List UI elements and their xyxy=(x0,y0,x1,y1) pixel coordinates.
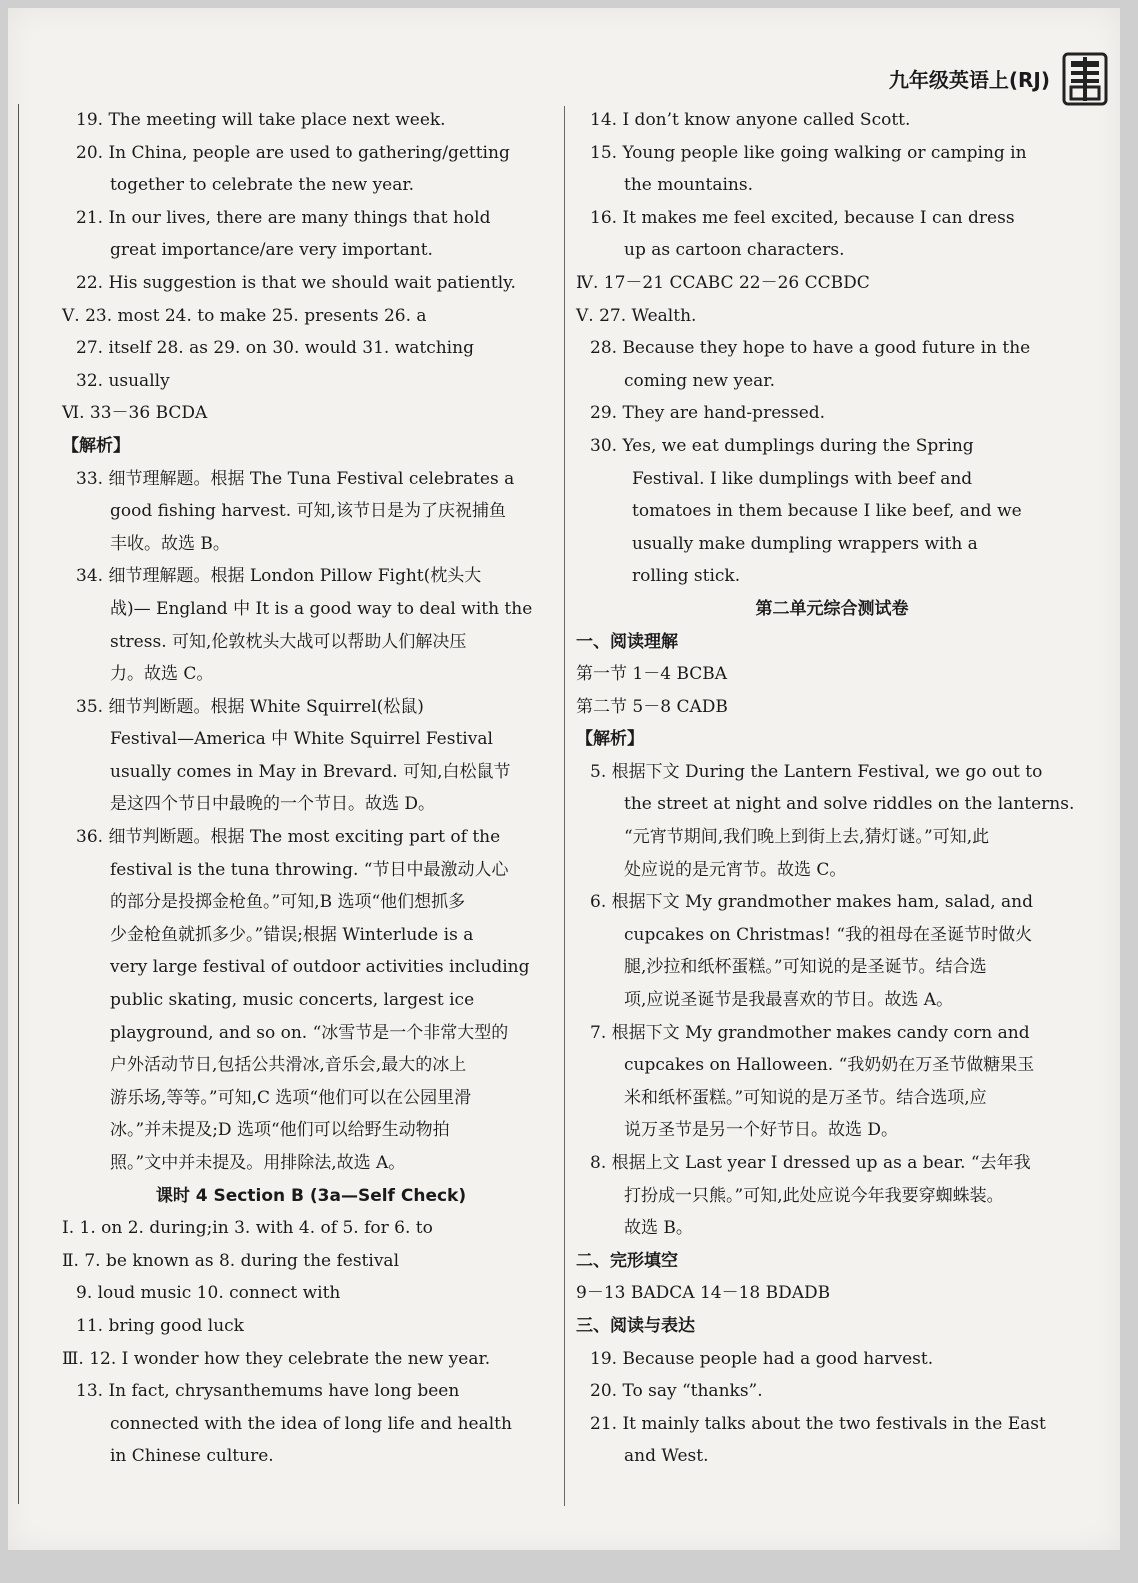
analysis-line: 故选 B。 xyxy=(624,1218,693,1239)
section-line: Ⅰ. 1. on 2. during;in 3. with 4. of 5. for 6. to xyxy=(62,1218,433,1239)
answer-line: the mountains. xyxy=(624,175,753,196)
section-line: 第一节 1－4 BCBA xyxy=(576,664,728,685)
analysis-line: 战)— England 中 It is a good way to deal with the xyxy=(110,598,533,619)
answer-line: 32. usually xyxy=(76,370,170,391)
analysis-line: 8. 根据上文 Last year I dressed up as a bear. “去年我 xyxy=(590,1153,1031,1173)
analysis-line: 少金枪鱼就抓多少。”错误;根据 Winterlude is a xyxy=(110,924,474,945)
analysis-line: 打扮成一只熊。”可知,此处应说今年我要穿蜘蛛装。 xyxy=(624,1185,1004,1206)
answer-line: 28. Because they hope to have a good future in the xyxy=(590,338,1031,359)
analysis-line: 说万圣节是另一个好节日。故选 D。 xyxy=(624,1120,899,1141)
analysis-line: “元宵节期间,我们晚上到街上去,猜灯谜。”可知,此 xyxy=(624,827,990,848)
analysis-line: 游乐场,等等。”可知,C 选项“他们可以在公园里滑 xyxy=(110,1087,472,1108)
analysis-line: 6. 根据下文 My grandmother makes ham, salad, and xyxy=(590,892,1033,913)
page-header: 九年级英语上(RJ) xyxy=(888,68,1050,92)
analysis-line: 34. 细节理解题。根据 London Pillow Fight(枕头大 xyxy=(76,566,482,587)
answer-line: 13. In fact, chrysanthemums have long been xyxy=(76,1381,460,1402)
section-line: Ⅲ. 12. I wonder how they celebrate the new year. xyxy=(62,1348,491,1369)
analysis-line: 冰。”并未提及;D 选项“他们可以给野生动物拍 xyxy=(110,1120,450,1141)
answer-line: 22. His suggestion is that we should wait patiently. xyxy=(76,272,516,293)
answer-line: 20. In China, people are used to gathering/getting xyxy=(76,142,510,163)
right-column xyxy=(576,104,1075,1473)
answer-line: usually make dumpling wrappers with a xyxy=(632,533,978,554)
analysis-line: cupcakes on Halloween. “我奶奶在万圣节做糖果玉 xyxy=(624,1055,1035,1076)
analysis-line: 处应说的是元宵节。故选 C。 xyxy=(624,859,847,880)
answer-line: rolling stick. xyxy=(632,566,741,587)
answer-line: 19. The meeting will take place next week. xyxy=(76,110,446,130)
answer-line: 16. It makes me feel excited, because I can dress xyxy=(590,207,1015,228)
answer-line: 30. Yes, we eat dumplings during the Spring xyxy=(590,435,974,456)
section-line: 9－13 BADCA 14－18 BDADB xyxy=(576,1283,831,1304)
column-divider xyxy=(564,106,565,1506)
analysis-line: 是这四个节日中最晚的一个节日。故选 D。 xyxy=(110,794,436,815)
analysis-line: 丰收。故选 B。 xyxy=(110,533,230,554)
section-line: Ⅱ. 7. be known as 8. during the festival xyxy=(62,1250,400,1271)
analysis-line: cupcakes on Christmas! “我的祖母在圣诞节时做火 xyxy=(624,924,1033,945)
answer-page xyxy=(8,8,1120,1550)
analysis-line: usually comes in May in Brevard. 可知,白松鼠节 xyxy=(110,761,511,782)
answer-line: 20. To say “thanks”. xyxy=(590,1381,763,1402)
answer-line: 19. Because people had a good harvest. xyxy=(590,1348,934,1369)
left-column xyxy=(62,104,546,1473)
answer-line: together to celebrate the new year. xyxy=(110,175,415,196)
answer-line: tomatoes in them because I like beef, and we xyxy=(632,501,1022,522)
section-heading: 二、完形填空 xyxy=(576,1250,678,1271)
analysis-line: 7. 根据下文 My grandmother makes candy corn and xyxy=(590,1022,1030,1043)
analysis-line: 米和纸杯蛋糕。”可知说的是万圣节。结合选项,应 xyxy=(624,1087,987,1108)
analysis-line: good fishing harvest. 可知,该节日是为了庆祝捕鱼 xyxy=(110,501,506,522)
answer-line: 9. loud music 10. connect with xyxy=(76,1283,341,1304)
analysis-line: Festival—America 中 White Squirrel Festival xyxy=(110,729,493,750)
answer-line: 11. bring good luck xyxy=(76,1315,244,1336)
analysis-line: 36. 细节判断题。根据 The most exciting part of the xyxy=(76,827,501,848)
analysis-line: 腿,沙拉和纸杯蛋糕。”可知说的是圣诞节。结合选 xyxy=(624,957,987,978)
answer-line: 14. I don’t know anyone called Scott. xyxy=(590,110,911,130)
section-line: Ⅵ. 33－36 BCDA xyxy=(62,403,208,424)
answer-line: 21. It mainly talks about the two festivals in the East xyxy=(590,1413,1046,1434)
unit-test-heading: 第二单元综合测试卷 xyxy=(755,598,909,619)
answer-line: Festival. I like dumplings with beef and xyxy=(632,468,973,489)
section-line: Ⅴ. 23. most 24. to make 25. presents 26. a xyxy=(62,305,427,326)
analysis-line: 项,应说圣诞节是我最喜欢的节日。故选 A。 xyxy=(624,990,954,1011)
analysis-line: playground, and so on. “冰雪节是一个非常大型的 xyxy=(110,1022,509,1043)
answer-line: connected with the idea of long life and health xyxy=(110,1413,512,1434)
analysis-line: 的部分是投掷金枪鱼。”可知,B 选项“他们想抓多 xyxy=(110,892,466,913)
analysis-line: 照。”文中并未提及。用排除法,故选 A。 xyxy=(110,1153,406,1173)
analysis-line: 力。故选 C。 xyxy=(110,664,214,685)
answer-line: 15. Young people like going walking or camping in xyxy=(590,142,1027,163)
analysis-heading: 【解析】 xyxy=(62,435,130,456)
answer-line: and West. xyxy=(624,1446,709,1467)
answer-line: in Chinese culture. xyxy=(110,1446,274,1467)
analysis-line: 5. 根据下文 During the Lantern Festival, we go out to xyxy=(590,761,1043,782)
analysis-line: very large festival of outdoor activities including xyxy=(110,957,530,978)
section-heading: 一、阅读理解 xyxy=(576,631,678,652)
analysis-line: 户外活动节日,包括公共滑冰,音乐会,最大的冰上 xyxy=(110,1055,467,1076)
section-line: 第二节 5－8 CADB xyxy=(576,696,728,717)
analysis-line: stress. 可知,伦敦枕头大战可以帮助人们解决压 xyxy=(110,631,467,652)
answer-line: 21. In our lives, there are many things that hold xyxy=(76,207,491,228)
analysis-heading: 【解析】 xyxy=(576,729,644,750)
analysis-line: 33. 细节理解题。根据 The Tuna Festival celebrates a xyxy=(76,468,515,489)
analysis-line: festival is the tuna throwing. “节日中最激动人心 xyxy=(110,859,509,880)
section-line: Ⅴ. 27. Wealth. xyxy=(576,305,697,326)
analysis-line: 35. 细节判断题。根据 White Squirrel(松鼠) xyxy=(76,696,424,717)
answer-line: 27. itself 28. as 29. on 30. would 31. watching xyxy=(76,338,474,359)
answer-line: coming new year. xyxy=(624,370,775,391)
lesson-heading: 课时 4 Section B (3a—Self Check) xyxy=(155,1185,467,1206)
book-stamp-icon xyxy=(1062,52,1108,106)
analysis-line: the street at night and solve riddles on the lanterns. xyxy=(624,794,1075,815)
answer-line: great importance/are very important. xyxy=(110,240,433,261)
section-heading: 三、阅读与表达 xyxy=(576,1315,695,1336)
analysis-line: public skating, music concerts, largest ice xyxy=(110,990,475,1011)
section-line: Ⅳ. 17－21 CCABC 22－26 CCBDC xyxy=(576,272,870,293)
left-margin-rule xyxy=(18,104,19,1504)
answer-line: 29. They are hand-pressed. xyxy=(590,403,826,424)
answer-line: up as cartoon characters. xyxy=(624,240,845,261)
